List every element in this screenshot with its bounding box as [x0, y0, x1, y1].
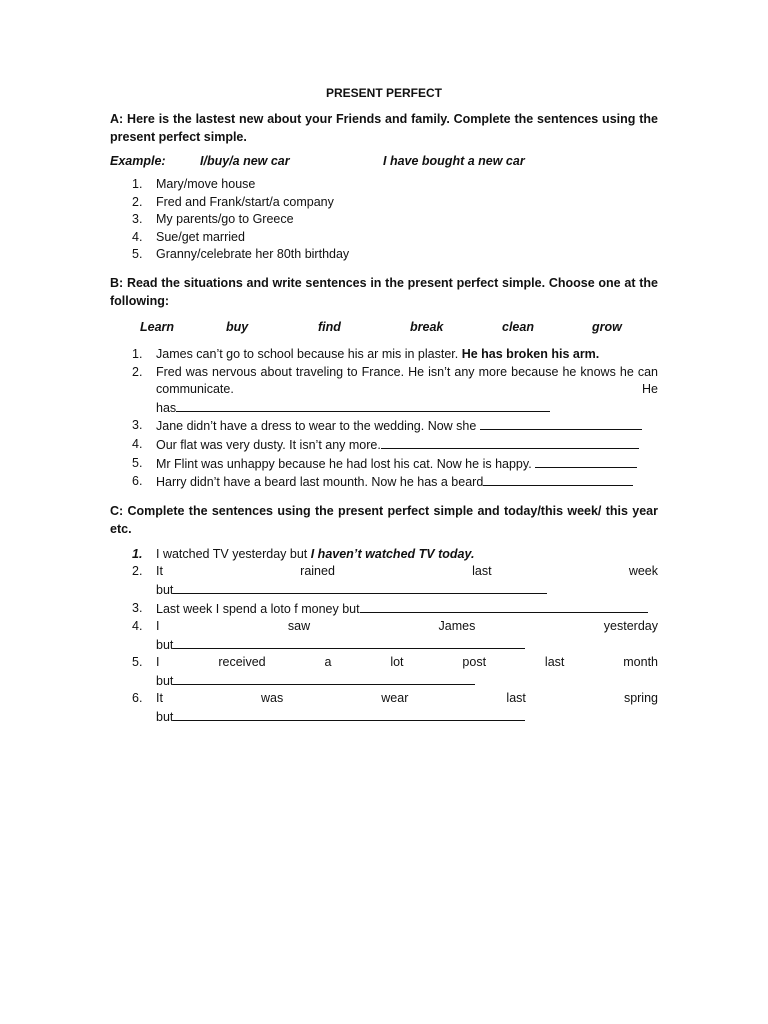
answer-blank[interactable]: [173, 636, 525, 649]
example-answer: I have bought a new car: [383, 154, 525, 168]
item-number: 2.: [132, 194, 143, 209]
word-bank: [110, 320, 658, 334]
list-item: [110, 417, 658, 436]
page-title: PRESENT PERFECT: [325, 86, 442, 100]
item-text: Fred and Frank/start/a company: [156, 194, 334, 209]
answer-blank[interactable]: [480, 417, 642, 430]
answer-blank[interactable]: [381, 436, 639, 449]
word-bank-item: buy: [226, 319, 249, 334]
item-text: I saw James yesterday: [156, 619, 658, 634]
item-text: My parents/go to Greece: [156, 212, 294, 227]
answer-blank[interactable]: [173, 708, 525, 721]
section-a-instruction: A: Here is the lastest new about your Friends and family. Complete the sentences using the present perfect simple.: [110, 112, 658, 144]
item-text-cont: but: [156, 710, 174, 725]
item-text: I watched TV yesterday but: [156, 546, 308, 561]
item-text: James can’t go to school because his ar mis in plaster.: [156, 346, 459, 361]
item-text-cont: but: [156, 637, 174, 652]
item-text-cont: but: [156, 673, 174, 688]
item-number: 3.: [132, 600, 143, 615]
item-text: Harry didn’t have a beard last mounth. Now he has a beard: [156, 475, 484, 490]
answer-blank[interactable]: [173, 672, 475, 685]
word-bank-item: clean: [502, 319, 534, 334]
answer-blank[interactable]: [483, 473, 633, 486]
item-text: I received a lot post last month: [156, 655, 658, 670]
item-text: It rained last week: [156, 564, 658, 579]
word-bank-item: Learn: [140, 319, 175, 334]
item-number: 1.: [132, 346, 143, 361]
list-item: [110, 364, 658, 418]
section-a-list: [110, 176, 658, 264]
example-row: [110, 154, 658, 168]
item-number: 6.: [132, 691, 143, 706]
worksheet-page: [110, 86, 658, 735]
list-item: [110, 436, 658, 455]
list-item: [110, 600, 658, 619]
list-item: [110, 546, 658, 564]
word-bank-item: break: [410, 319, 444, 334]
item-number: 4.: [132, 619, 143, 634]
item-number: 5.: [132, 247, 143, 262]
answer-blank[interactable]: [360, 600, 648, 613]
item-text: Last week I spend a loto f money but: [156, 601, 360, 616]
item-number: 2.: [132, 564, 143, 579]
item-number: 6.: [132, 474, 143, 489]
answer-blank[interactable]: [173, 581, 547, 594]
item-number: 1.: [132, 177, 143, 191]
word-bank-item: find: [318, 319, 341, 334]
word-bank-item: grow: [592, 319, 622, 334]
answer-blank[interactable]: [535, 455, 637, 468]
list-item: [110, 176, 658, 194]
answer-blank[interactable]: [176, 399, 550, 412]
item-text: Jane didn’t have a dress to wear to the wedding. Now she: [156, 419, 477, 434]
list-item: [110, 346, 658, 364]
item-text: Mr Flint was unhappy because he had lost his cat. Now he is happy.: [156, 456, 532, 471]
section-b-list: [110, 346, 658, 492]
item-answer: He has broken his arm.: [461, 346, 600, 361]
list-item: [110, 194, 658, 212]
item-text-cont: but: [156, 582, 174, 597]
item-text: Fred was nervous about traveling to France. He isn’t any more because he knows he can communicate. He: [156, 364, 658, 397]
list-item: [110, 229, 658, 247]
item-number: 5.: [132, 655, 143, 670]
item-text: Our flat was very dusty. It isn’t any more.: [156, 437, 381, 452]
list-item: [110, 690, 658, 726]
list-item: [110, 455, 658, 474]
list-item: [110, 563, 658, 599]
item-text: It was wear last spring: [156, 691, 658, 706]
item-number: 4.: [132, 436, 143, 451]
example-label: Example:: [110, 154, 166, 168]
list-item: [110, 246, 658, 264]
item-answer: I haven’t watched TV today.: [310, 546, 475, 561]
list-item: [110, 618, 658, 654]
item-text-cont: has: [156, 400, 177, 415]
section-c-instruction: C: Complete the sentences using the present perfect simple and today/this week/ this year etc.: [110, 503, 658, 536]
item-number: 5.: [132, 455, 143, 470]
list-item: [110, 211, 658, 229]
example-prompt: I/buy/a new car: [200, 154, 290, 168]
list-item: [110, 473, 658, 492]
item-number: 3.: [132, 418, 143, 433]
item-number: 4.: [132, 229, 143, 244]
item-text: Granny/celebrate her 80th birthday: [156, 247, 350, 262]
list-item: [110, 654, 658, 690]
item-number: 3.: [132, 212, 143, 227]
item-text: Sue/get married: [156, 229, 245, 244]
section-c-list: [110, 546, 658, 727]
section-b-instruction: B: Read the situations and write sentences in the present perfect simple. Choose one at the following:: [110, 275, 658, 308]
item-number: 1.: [132, 546, 143, 561]
item-number: 2.: [132, 364, 143, 379]
item-text: Mary/move house: [156, 177, 256, 191]
